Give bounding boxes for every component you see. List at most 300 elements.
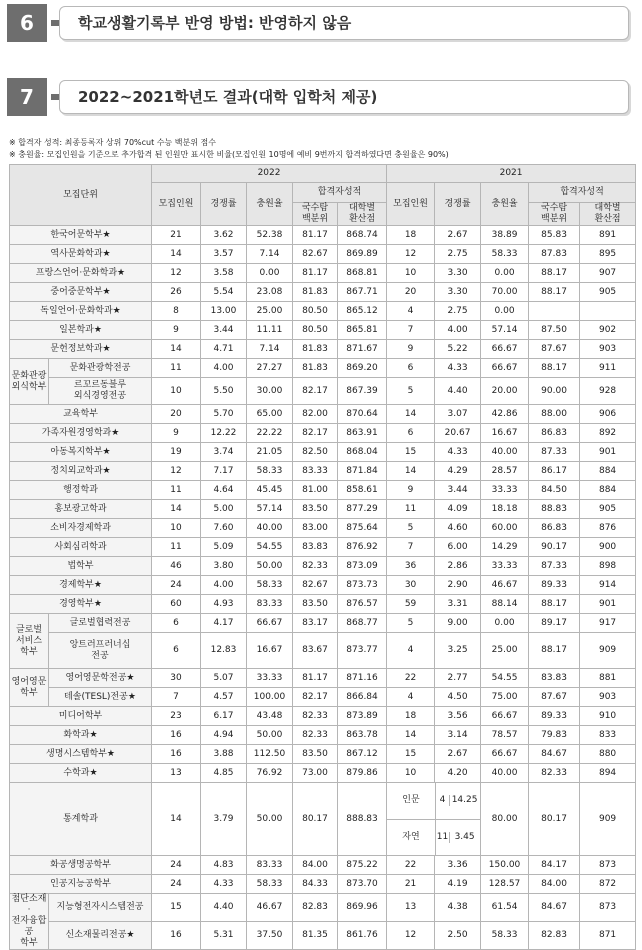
unit-name: 테솔(TESL)전공★ (49, 688, 152, 707)
2022-quota: 16 (152, 745, 201, 764)
2021-converted: 901 (580, 595, 636, 614)
2022-competition: 3.58 (201, 264, 247, 283)
unit-name: 교육학부 (10, 405, 152, 424)
unit-name: 소비자경제학과 (10, 519, 152, 538)
unit-name: 통계학과 (10, 783, 152, 856)
table-row (10, 783, 636, 856)
2022-quota: 16 (152, 922, 201, 950)
2022-quota: 10 (152, 519, 201, 538)
2021-competition: 2.75 (435, 245, 481, 264)
2022-competition: 4.85 (201, 764, 247, 783)
2021-competition: 2.77 (435, 669, 481, 688)
2022-fill-rate: 43.48 (247, 707, 293, 726)
table-row (10, 283, 636, 302)
header-converted: 대학별 환산점 (338, 203, 387, 226)
2022-suneung: 83.67 (293, 633, 338, 669)
2021-quota: 5 (387, 519, 435, 538)
2021-quota: 7 (387, 321, 435, 340)
2022-suneung: 83.83 (293, 538, 338, 557)
2021-converted: 884 (580, 462, 636, 481)
2021-fill-rate: 61.54 (481, 894, 529, 922)
2022-quota: 24 (152, 875, 201, 894)
2021-fill-rate: 16.67 (481, 424, 529, 443)
table-row (10, 764, 636, 783)
2021-fill-rate: 75.00 (481, 688, 529, 707)
2022-competition: 5.00 (201, 500, 247, 519)
2022-fill-rate: 33.33 (247, 669, 293, 688)
section-title-box (59, 6, 629, 40)
2022-quota: 14 (152, 500, 201, 519)
section-number: 7 (7, 78, 47, 116)
section-6-header (7, 4, 633, 42)
header-converted: 대학별 환산점 (580, 203, 636, 226)
2022-competition: 3.44 (201, 321, 247, 340)
2021-suneung: 86.83 (529, 424, 580, 443)
2022-suneung: 83.50 (293, 745, 338, 764)
2021-quota: 59 (387, 595, 435, 614)
2021-value: 80.17 (529, 783, 580, 856)
unit-name: 신소재물리전공★ (49, 922, 152, 950)
2022-fill-rate: 83.33 (247, 856, 293, 875)
unit-name: 지능형전자시스템전공 (49, 894, 152, 922)
2022-quota: 11 (152, 538, 201, 557)
note-line: ※ 합격자 성적: 최종등록자 상위 70%cut 수능 백분위 점수 (9, 138, 216, 147)
2021-converted: 873 (580, 856, 636, 875)
2022-suneung: 83.00 (293, 519, 338, 538)
2022-suneung: 81.35 (293, 922, 338, 950)
unit-name: 영어영문학전공★ (49, 669, 152, 688)
2021-quota: 21 (387, 875, 435, 894)
2021-converted: 905 (580, 283, 636, 302)
2022-converted: 868.74 (338, 226, 387, 245)
2021-converted (580, 302, 636, 321)
group-label: 문화관광 외식학부 (10, 359, 49, 405)
table-row (10, 726, 636, 745)
unit-name: 경제학부★ (10, 576, 152, 595)
2021-suneung: 86.17 (529, 462, 580, 481)
2022-fill-rate: 46.67 (247, 894, 293, 922)
2022-fill-rate: 50.00 (247, 557, 293, 576)
2022-competition: 4.93 (201, 595, 247, 614)
table-row (10, 856, 636, 875)
2021-competition: 4.33 (435, 359, 481, 378)
table-row (10, 576, 636, 595)
table-row (10, 302, 636, 321)
2021-competition: 4.50 (435, 688, 481, 707)
2021-suneung: 90.17 (529, 538, 580, 557)
2021-converted: 871 (580, 922, 636, 950)
2022-converted: 869.20 (338, 359, 387, 378)
2021-fill-rate: 88.14 (481, 595, 529, 614)
2022-competition: 4.33 (201, 875, 247, 894)
2021-converted: 884 (580, 481, 636, 500)
2021-quota: 18 (387, 226, 435, 245)
2022-competition: 4.71 (201, 340, 247, 359)
2021-converted: 900 (580, 538, 636, 557)
2021-competition: 2.86 (435, 557, 481, 576)
2021-fill-rate: 28.57 (481, 462, 529, 481)
2022-suneung: 80.17 (293, 783, 338, 856)
2021-fill-rate: 0.00 (481, 302, 529, 321)
2021-suneung: 89.17 (529, 614, 580, 633)
2021-quota: 10 (387, 264, 435, 283)
2021-fill-rate: 58.33 (481, 245, 529, 264)
unit-name: 가족자원경영학과★ (10, 424, 152, 443)
2021-competition: 2.90 (435, 576, 481, 595)
unit-name: 일본학과★ (10, 321, 152, 340)
table-row (10, 557, 636, 576)
2021-quota: 13 (387, 894, 435, 922)
header-2022: 2022 (152, 165, 387, 183)
2021-quota: 12 (387, 922, 435, 950)
2022-converted: 871.67 (338, 340, 387, 359)
track-label: 자연 (387, 819, 435, 855)
2021-converted: 873 (580, 894, 636, 922)
2021-competition: 4.19 (435, 875, 481, 894)
2022-suneung: 82.00 (293, 405, 338, 424)
2021-quota: 4 (387, 633, 435, 669)
unit-name: 화학과★ (10, 726, 152, 745)
2021-fill-rate: 70.00 (481, 283, 529, 302)
2022-competition: 4.57 (201, 688, 247, 707)
2022-competition: 7.60 (201, 519, 247, 538)
2021-quota: 12 (387, 245, 435, 264)
2022-fill-rate: 54.55 (247, 538, 293, 557)
2022-suneung: 80.50 (293, 321, 338, 340)
2022-converted: 888.83 (338, 783, 387, 856)
2021-fill-rate: 66.67 (481, 359, 529, 378)
2021-suneung: 83.83 (529, 669, 580, 688)
2021-suneung: 88.00 (529, 405, 580, 424)
table-row (10, 519, 636, 538)
2022-converted: 873.70 (338, 875, 387, 894)
2022-converted: 868.77 (338, 614, 387, 633)
2021-quota: 9 (387, 340, 435, 359)
2021-competition: 4.00 (435, 321, 481, 340)
2021-competition: 9.00 (435, 614, 481, 633)
2022-suneung: 80.50 (293, 302, 338, 321)
connector (51, 94, 59, 100)
2021-quota: 14 (387, 462, 435, 481)
2022-fill-rate: 58.33 (247, 875, 293, 894)
2022-fill-rate: 52.38 (247, 226, 293, 245)
2021-fill-rate: 66.67 (481, 745, 529, 764)
track-competition: 3.45 (454, 831, 475, 842)
2022-competition: 5.70 (201, 405, 247, 424)
table-row (10, 321, 636, 340)
2021-suneung: 87.33 (529, 443, 580, 462)
2022-fill-rate: 22.22 (247, 424, 293, 443)
unit-name: 글로벌협력전공 (49, 614, 152, 633)
2022-competition: 4.00 (201, 359, 247, 378)
2021-competition: 4.20 (435, 764, 481, 783)
unit-name: 문헌정보학과★ (10, 340, 152, 359)
2021-fill-rate: 14.29 (481, 538, 529, 557)
2022-suneung: 81.83 (293, 283, 338, 302)
2021-suneung: 82.83 (529, 922, 580, 950)
group-label: 첨단소재· 전자융합공 학부 (10, 894, 49, 950)
table-row (10, 875, 636, 894)
2022-fill-rate: 57.14 (247, 500, 293, 519)
2022-quota: 24 (152, 856, 201, 875)
2021-suneung: 84.50 (529, 481, 580, 500)
2021-converted: 898 (580, 557, 636, 576)
2022-converted: 865.81 (338, 321, 387, 340)
2022-fill-rate: 0.00 (247, 264, 293, 283)
2022-converted: 873.89 (338, 707, 387, 726)
2022-quota: 11 (152, 481, 201, 500)
2022-suneung: 82.67 (293, 245, 338, 264)
2022-suneung: 82.33 (293, 726, 338, 745)
2022-suneung: 82.83 (293, 894, 338, 922)
unit-name: 정치외교학과★ (10, 462, 152, 481)
2021-fill-rate: 40.00 (481, 443, 529, 462)
2021-converted: 880 (580, 745, 636, 764)
2022-suneung: 81.17 (293, 669, 338, 688)
2021-quota: 5 (387, 378, 435, 405)
2021-quota: 15 (387, 443, 435, 462)
2022-competition: 6.17 (201, 707, 247, 726)
2021-quota: 5 (387, 614, 435, 633)
2021-competition: 4.60 (435, 519, 481, 538)
2022-suneung: 83.17 (293, 614, 338, 633)
2022-converted: 869.96 (338, 894, 387, 922)
2021-competition: 2.75 (435, 302, 481, 321)
2022-suneung: 83.33 (293, 462, 338, 481)
section-title: 2022~2021학년도 결과(대학 입학처 제공) (78, 88, 378, 106)
2021-fill-rate: 33.33 (481, 481, 529, 500)
2021-competition: 5.22 (435, 340, 481, 359)
group-label: 글로벌 서비스 학부 (10, 614, 49, 669)
2022-quota: 19 (152, 443, 201, 462)
table-row (10, 264, 636, 283)
2021-fill-rate: 57.14 (481, 321, 529, 340)
2021-quota: 6 (387, 359, 435, 378)
2022-converted: 867.71 (338, 283, 387, 302)
section-title-box (59, 80, 629, 114)
2022-quota: 14 (152, 340, 201, 359)
table-row (10, 462, 636, 481)
table-row (10, 424, 636, 443)
table-row (10, 405, 636, 424)
2021-fill-rate: 33.33 (481, 557, 529, 576)
2021-quota: 36 (387, 557, 435, 576)
2022-converted: 858.61 (338, 481, 387, 500)
2022-fill-rate: 45.45 (247, 481, 293, 500)
unit-name: 문화관광학전공 (49, 359, 152, 378)
2021-competition: 3.56 (435, 707, 481, 726)
2022-quota: 7 (152, 688, 201, 707)
2021-fill-rate: 54.55 (481, 669, 529, 688)
2021-converted: 905 (580, 500, 636, 519)
2021-quota: 6 (387, 424, 435, 443)
2021-converted: 876 (580, 519, 636, 538)
2022-converted: 876.57 (338, 595, 387, 614)
2021-competition: 6.00 (435, 538, 481, 557)
header-competition: 경쟁률 (201, 183, 247, 226)
2022-converted: 875.22 (338, 856, 387, 875)
2022-fill-rate: 21.05 (247, 443, 293, 462)
2021-converted: 903 (580, 340, 636, 359)
2022-suneung: 82.17 (293, 378, 338, 405)
2021-fill-rate: 0.00 (481, 614, 529, 633)
2021-competition: 3.07 (435, 405, 481, 424)
2021-quota: 9 (387, 481, 435, 500)
table-row (10, 894, 636, 922)
2022-fill-rate: 37.50 (247, 922, 293, 950)
2021-quota: 4 (387, 688, 435, 707)
2022-competition: 12.83 (201, 633, 247, 669)
table-row (10, 340, 636, 359)
track-quota: 4 (436, 795, 449, 806)
2022-converted: 867.39 (338, 378, 387, 405)
2022-quota: 9 (152, 424, 201, 443)
2022-quota: 13 (152, 764, 201, 783)
unit-name: 경영학부★ (10, 595, 152, 614)
2021-competition: 3.30 (435, 264, 481, 283)
2021-converted: 911 (580, 359, 636, 378)
2021-suneung: 87.33 (529, 557, 580, 576)
2022-competition: 5.50 (201, 378, 247, 405)
2022-competition: 3.80 (201, 557, 247, 576)
2022-competition: 4.17 (201, 614, 247, 633)
2022-converted: 868.81 (338, 264, 387, 283)
2022-suneung: 84.33 (293, 875, 338, 894)
2022-fill-rate: 11.11 (247, 321, 293, 340)
table-row (10, 538, 636, 557)
unit-name: 한국어문학부★ (10, 226, 152, 245)
2021-suneung: 88.83 (529, 500, 580, 519)
2021-suneung: 87.67 (529, 340, 580, 359)
unit-name: 행정학과 (10, 481, 152, 500)
2022-suneung: 82.33 (293, 707, 338, 726)
header-quota: 모집인원 (387, 183, 435, 226)
2021-suneung: 79.83 (529, 726, 580, 745)
2022-converted: 877.29 (338, 500, 387, 519)
2021-fill-rate: 18.18 (481, 500, 529, 519)
2022-competition: 4.94 (201, 726, 247, 745)
2021-suneung: 87.67 (529, 688, 580, 707)
2022-converted: 871.84 (338, 462, 387, 481)
2022-fill-rate: 112.50 (247, 745, 293, 764)
2021-suneung: 84.17 (529, 856, 580, 875)
2022-converted: 863.91 (338, 424, 387, 443)
2021-competition: 3.31 (435, 595, 481, 614)
unit-name: 중어중문학부★ (10, 283, 152, 302)
2021-fill-rate: 0.00 (481, 264, 529, 283)
2022-converted: 865.12 (338, 302, 387, 321)
2022-competition: 3.74 (201, 443, 247, 462)
2022-suneung: 81.17 (293, 226, 338, 245)
2021-quota: 18 (387, 707, 435, 726)
unit-name: 생명시스템학부★ (10, 745, 152, 764)
table-row (10, 500, 636, 519)
2022-competition: 5.54 (201, 283, 247, 302)
unit-name: 독일언어·문화학과★ (10, 302, 152, 321)
2022-fill-rate: 23.08 (247, 283, 293, 302)
group-label: 영어영문 학부 (10, 669, 49, 707)
2021-quota: 22 (387, 856, 435, 875)
2021-competition: 4.29 (435, 462, 481, 481)
2021-value: 909 (580, 783, 636, 856)
results-table (9, 164, 636, 950)
2022-suneung: 73.00 (293, 764, 338, 783)
2022-fill-rate: 83.33 (247, 595, 293, 614)
2021-converted: 895 (580, 245, 636, 264)
2022-fill-rate: 58.33 (247, 462, 293, 481)
2022-competition: 5.07 (201, 669, 247, 688)
table-row (10, 378, 636, 405)
2021-converted: 872 (580, 875, 636, 894)
unit-name: 미디어학부 (10, 707, 152, 726)
2022-suneung: 81.83 (293, 340, 338, 359)
2022-converted: 868.04 (338, 443, 387, 462)
2022-converted: 870.64 (338, 405, 387, 424)
2021-competition: 3.30 (435, 283, 481, 302)
2022-fill-rate: 27.27 (247, 359, 293, 378)
2021-competition: 3.14 (435, 726, 481, 745)
table-row (10, 633, 636, 669)
2021-suneung: 88.17 (529, 595, 580, 614)
2021-suneung: 89.33 (529, 576, 580, 595)
2022-competition: 4.00 (201, 576, 247, 595)
notes (9, 137, 634, 161)
2022-quota: 14 (152, 783, 201, 856)
2021-competition: 20.67 (435, 424, 481, 443)
unit-name: 르꼬르동블루 외식경영전공 (49, 378, 152, 405)
unit-name: 앙트러프러너십 전공 (49, 633, 152, 669)
header-suneung: 국수탐 백분위 (529, 203, 580, 226)
2022-suneung: 82.33 (293, 557, 338, 576)
2022-quota: 16 (152, 726, 201, 745)
2022-converted: 861.76 (338, 922, 387, 950)
2022-converted: 873.77 (338, 633, 387, 669)
table-row (10, 707, 636, 726)
2021-competition: 4.09 (435, 500, 481, 519)
2021-suneung: 87.50 (529, 321, 580, 340)
unit-name: 역사문화학과★ (10, 245, 152, 264)
2022-competition: 3.79 (201, 783, 247, 856)
2021-suneung: 84.67 (529, 745, 580, 764)
table-row (10, 922, 636, 950)
table-row (10, 245, 636, 264)
2022-converted: 876.92 (338, 538, 387, 557)
2021-converted: 894 (580, 764, 636, 783)
2021-fill-rate: 60.00 (481, 519, 529, 538)
2021-quota: 30 (387, 576, 435, 595)
2022-quota: 23 (152, 707, 201, 726)
table-row (10, 669, 636, 688)
table-body (10, 226, 636, 950)
2022-converted: 873.09 (338, 557, 387, 576)
2021-quota: 15 (387, 745, 435, 764)
2021-quota: 14 (387, 405, 435, 424)
unit-name: 화공생명공학부 (10, 856, 152, 875)
unit-name: 홍보광고학과 (10, 500, 152, 519)
2021-converted: 833 (580, 726, 636, 745)
2022-competition: 5.31 (201, 922, 247, 950)
2021-converted: 906 (580, 405, 636, 424)
section-7-header (7, 78, 633, 116)
2021-quota: 20 (387, 283, 435, 302)
note-line: ※ 충원율: 모집인원을 기준으로 추가합격 된 인원만 표시한 비율(모집인원 10명에 예비 9번까지 합격하였다면 충원율은 90%) (9, 150, 449, 159)
2021-suneung: 88.17 (529, 359, 580, 378)
table-row (10, 481, 636, 500)
2022-competition: 4.83 (201, 856, 247, 875)
2022-quota: 8 (152, 302, 201, 321)
table-row (10, 226, 636, 245)
2021-fill-rate: 150.00 (481, 856, 529, 875)
